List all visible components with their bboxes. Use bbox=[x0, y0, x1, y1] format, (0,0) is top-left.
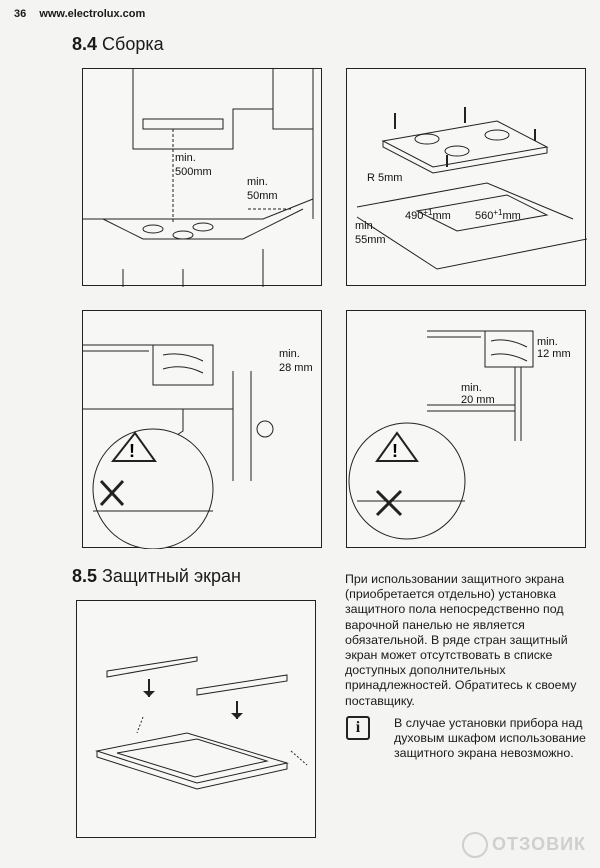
label-55mm: 55mm bbox=[355, 234, 386, 246]
watermark-logo-icon bbox=[462, 832, 488, 858]
label-20mm: 20 mm bbox=[461, 394, 495, 406]
site-url: www.electrolux.com bbox=[39, 8, 146, 20]
label-min-28: min. bbox=[279, 348, 300, 360]
section-number: 8.4 bbox=[72, 34, 98, 54]
label-min-50: min. bbox=[247, 176, 268, 188]
section-8-5-body: При использовании защитного экрана (приобретается отдельно) установка защитного пола непосредственно под варочной панелью не является обязательной. В ряде стран защитный экран может отсутствовать в списке доступных дополнительных принадлежностей. Обратитесь к своему поставщику. bbox=[345, 572, 577, 708]
label-min-500: min. bbox=[175, 152, 196, 164]
section-heading: Защитный экран bbox=[102, 566, 241, 586]
page-header bbox=[14, 8, 155, 20]
page-number: 36 bbox=[14, 8, 27, 20]
info-icon: i bbox=[346, 716, 370, 740]
label-depth: $560^{+1}mm$ bbox=[475, 208, 521, 222]
warning-icon: ! bbox=[392, 441, 398, 461]
hood-clearance-drawing bbox=[83, 69, 323, 287]
cutout-drawing bbox=[347, 69, 587, 287]
watermark-text: ОТЗОВИК bbox=[492, 833, 586, 854]
label-width: $490^{+1}mm$ bbox=[405, 208, 451, 222]
figure-cutout-dimensions bbox=[346, 68, 586, 286]
label-12mm: 12 mm bbox=[537, 348, 571, 360]
figure-hood-clearance bbox=[82, 68, 322, 286]
label-min-55: min. bbox=[355, 220, 376, 232]
section-8-5-title bbox=[72, 566, 241, 587]
oven-clearance-drawing bbox=[347, 311, 587, 549]
section-8-4-title bbox=[72, 34, 164, 55]
label-50mm: 50mm bbox=[247, 190, 278, 202]
figure-side-clearance bbox=[82, 310, 322, 548]
protective-screen-drawing bbox=[77, 601, 317, 839]
figure-protective-screen bbox=[76, 600, 316, 838]
label-min-20: min. bbox=[461, 382, 482, 394]
section-heading: Сборка bbox=[102, 34, 164, 54]
label-500mm: 500mm bbox=[175, 166, 212, 178]
label-28mm: 28 mm bbox=[279, 362, 313, 374]
label-min-12: min. bbox=[537, 336, 558, 348]
info-note-text: В случае установки прибора над духовым шкафом использование защитного экрана невозможно. bbox=[394, 716, 586, 761]
warning-icon: ! bbox=[129, 441, 135, 461]
figure-oven-clearance bbox=[346, 310, 586, 548]
section-number: 8.5 bbox=[72, 566, 98, 586]
label-radius: R 5mm bbox=[367, 172, 403, 184]
side-clearance-drawing bbox=[83, 311, 323, 549]
watermark bbox=[462, 832, 586, 858]
